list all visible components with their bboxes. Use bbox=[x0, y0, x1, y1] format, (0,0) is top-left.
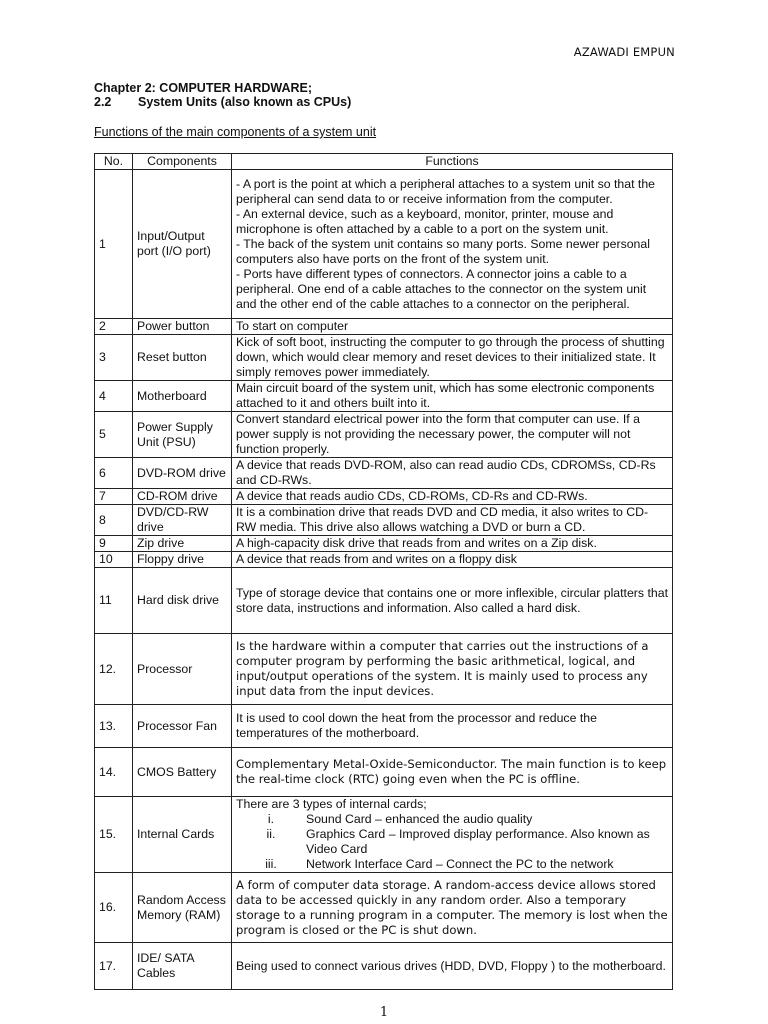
row-component: Input/Output port (I/O port) bbox=[133, 170, 232, 319]
table-row bbox=[95, 536, 673, 552]
list-item bbox=[236, 827, 668, 857]
row-number: 6 bbox=[95, 458, 133, 489]
row-function: Kick of soft boot, instructing the computer to go through the process of shutting down, which would clear memory and reset devices to their initialized state. It simply removes power immediately. bbox=[232, 335, 673, 381]
row-component: Motherboard bbox=[133, 381, 232, 412]
list-marker: ii. bbox=[266, 827, 276, 841]
row-number: 13. bbox=[95, 705, 133, 748]
row-function bbox=[232, 797, 673, 873]
row-function: - A port is the point at which a peripheral attaches to a system unit so that the peripheral can send data to or receive information from the computer. - An external device, such as a keyboard, monitor, printer, mouse and microphone is often attached by a cable to a port on the system unit. - The back of the system unit contains so many ports. Some newer personal computers also have ports on the front of the system unit. - Ports have different types of connectors. A connector joins a cable to a peripheral. One end of a cable attaches to the connector on the system unit and the other end of the cable attaches to a connector on the peripheral. bbox=[232, 170, 673, 319]
table-row bbox=[95, 797, 673, 873]
row-component: CD-ROM drive bbox=[133, 489, 232, 505]
row-function: A device that reads from and writes on a floppy disk bbox=[232, 552, 673, 568]
table-row bbox=[95, 335, 673, 381]
row-component: Power button bbox=[133, 319, 232, 335]
row-component: IDE/ SATA Cables bbox=[133, 943, 232, 990]
row-function: Main circuit board of the system unit, which has some electronic components attached to it and others built into it. bbox=[232, 381, 673, 412]
row-number: 17. bbox=[95, 943, 133, 990]
row-component: Internal Cards bbox=[133, 797, 232, 873]
row-number: 11 bbox=[95, 568, 133, 634]
table-caption: Functions of the main components of a system unit bbox=[94, 125, 377, 139]
row-function: Type of storage device that contains one or more inflexible, circular platters that store data, instructions and information. Also called a hard disk. bbox=[232, 568, 673, 634]
table-row bbox=[95, 568, 673, 634]
row-number: 8 bbox=[95, 505, 133, 536]
table-header-row bbox=[95, 154, 673, 170]
row-component: Zip drive bbox=[133, 536, 232, 552]
components-table bbox=[94, 153, 673, 990]
internal-cards-intro: There are 3 types of internal cards; bbox=[236, 797, 427, 811]
row-function: A form of computer data storage. A random-access device allows stored data to be accessed quickly in any random order. Also a temporary storage to a running program in a computer. The memory is lost when the program is closed or the PC is shut down. bbox=[232, 873, 673, 943]
row-component: Hard disk drive bbox=[133, 568, 232, 634]
table-row bbox=[95, 170, 673, 319]
author-name: AZAWADI EMPUN bbox=[573, 45, 675, 59]
row-function: It is used to cool down the heat from the processor and reduce the temperatures of the motherboard. bbox=[232, 705, 673, 748]
row-function: Being used to connect various drives (HDD, DVD, Floppy ) to the motherboard. bbox=[232, 943, 673, 990]
row-number: 2 bbox=[95, 319, 133, 335]
table-row bbox=[95, 505, 673, 536]
table-row bbox=[95, 748, 673, 797]
row-function: Complementary Metal-Oxide-Semiconductor. The main function is to keep the real-time clock (RTC) going even when the PC is offline. bbox=[232, 748, 673, 797]
row-number: 4 bbox=[95, 381, 133, 412]
row-component: Power Supply Unit (PSU) bbox=[133, 412, 232, 458]
row-number: 16. bbox=[95, 873, 133, 943]
row-number: 3 bbox=[95, 335, 133, 381]
section-number: 2.2 bbox=[94, 95, 112, 109]
list-marker: i. bbox=[267, 812, 275, 826]
list-marker: iii. bbox=[265, 857, 277, 871]
list-text: Sound Card – enhanced the audio quality bbox=[306, 812, 533, 826]
row-number: 9 bbox=[95, 536, 133, 552]
row-component: Floppy drive bbox=[133, 552, 232, 568]
row-component: DVD/CD-RW drive bbox=[133, 505, 232, 536]
row-number: 14. bbox=[95, 748, 133, 797]
table-row bbox=[95, 705, 673, 748]
header-components: Components bbox=[133, 154, 232, 170]
row-function: A device that reads audio CDs, CD-ROMs, CD-Rs and CD-RWs. bbox=[232, 489, 673, 505]
row-function: To start on computer bbox=[232, 319, 673, 335]
row-number: 5 bbox=[95, 412, 133, 458]
table-row bbox=[95, 489, 673, 505]
table-row bbox=[95, 634, 673, 705]
row-component: Processor Fan bbox=[133, 705, 232, 748]
table-row bbox=[95, 319, 673, 335]
row-number: 12. bbox=[95, 634, 133, 705]
row-function: Is the hardware within a computer that carries out the instructions of a computer program by performing the basic arithmetical, logical, and input/output operations of the system. It is mainly used to process any input data from the input devices. bbox=[232, 634, 673, 705]
row-number: 15. bbox=[95, 797, 133, 873]
table-row bbox=[95, 381, 673, 412]
list-text: Network Interface Card – Connect the PC to the network bbox=[306, 857, 614, 871]
row-number: 10 bbox=[95, 552, 133, 568]
row-function: Convert standard electrical power into the form that computer can use. If a power supply is not providing the necessary power, the computer will not function properly. bbox=[232, 412, 673, 458]
table-row bbox=[95, 943, 673, 990]
row-function: A high-capacity disk drive that reads from and writes on a Zip disk. bbox=[232, 536, 673, 552]
row-function: It is a combination drive that reads DVD and CD media, it also writes to CD-RW media. This drive also allows watching a DVD or burn a CD. bbox=[232, 505, 673, 536]
row-number: 7 bbox=[95, 489, 133, 505]
list-item bbox=[236, 857, 668, 872]
section-title: System Units (also known as CPUs) bbox=[138, 95, 352, 109]
page-number: 1 bbox=[379, 1005, 389, 1020]
row-component: CMOS Battery bbox=[133, 748, 232, 797]
list-text: Graphics Card – Improved display performance. Also known as Video Card bbox=[306, 827, 650, 856]
table-row bbox=[95, 412, 673, 458]
table-row bbox=[95, 458, 673, 489]
row-component: Random Access Memory (RAM) bbox=[133, 873, 232, 943]
row-component: DVD-ROM drive bbox=[133, 458, 232, 489]
row-function: A device that reads DVD-ROM, also can read audio CDs, CDROMSs, CD-Rs and CD-RWs. bbox=[232, 458, 673, 489]
chapter-title: Chapter 2: COMPUTER HARDWARE; bbox=[94, 81, 313, 95]
header-no: No. bbox=[95, 154, 133, 170]
table-row bbox=[95, 552, 673, 568]
row-component: Reset button bbox=[133, 335, 232, 381]
section-heading bbox=[94, 95, 351, 109]
header-functions: Functions bbox=[232, 154, 673, 170]
list-item bbox=[236, 812, 668, 827]
table-row bbox=[95, 873, 673, 943]
row-component: Processor bbox=[133, 634, 232, 705]
row-number: 1 bbox=[95, 170, 133, 319]
